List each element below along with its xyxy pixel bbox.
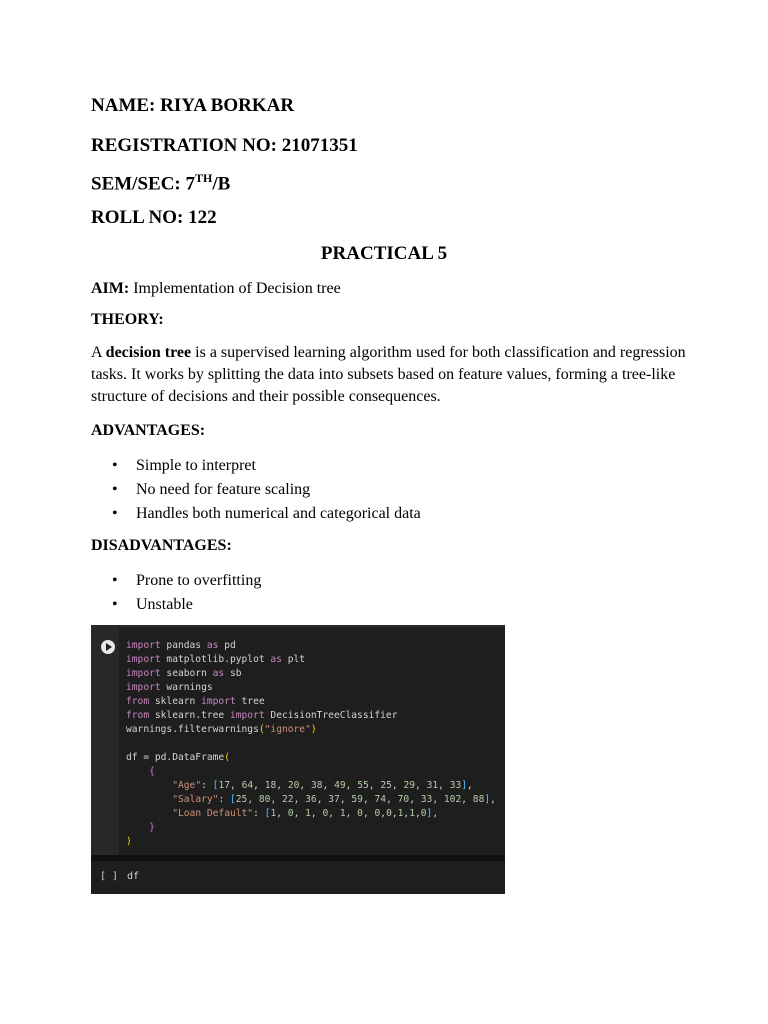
code-editor[interactable] xyxy=(126,639,496,849)
registration-label: REGISTRATION NO: xyxy=(91,135,277,156)
list-item xyxy=(112,455,421,479)
aim-line xyxy=(91,278,691,300)
bullet-icon: • xyxy=(112,505,118,522)
code-line: import pandas as pd xyxy=(126,640,236,651)
aim-label: AIM: xyxy=(91,280,130,297)
theory-heading: THEORY: xyxy=(91,311,164,328)
advantages-heading: ADVANTAGES: xyxy=(91,422,206,439)
code-line: } xyxy=(149,822,155,833)
theory-term: decision tree xyxy=(105,344,192,361)
list-item xyxy=(112,570,261,594)
name-value: RIYA BORKAR xyxy=(160,95,295,116)
code-line: from sklearn import tree xyxy=(126,696,265,707)
code-line: from sklearn.tree import DecisionTreeClassifier xyxy=(126,710,398,721)
cell-code: df xyxy=(127,871,140,882)
list-item-text: Simple to interpret xyxy=(136,457,256,474)
bullet-icon: • xyxy=(112,457,118,474)
list-item xyxy=(112,479,421,503)
code-line: import seaborn as sb xyxy=(126,668,242,679)
theory-body: is a supervised learning algorithm used for both classification and regression tasks. It works by splitting the data into subsets based on feature values, forming a tree-like structure of decisions and their possible consequences. xyxy=(91,344,686,405)
list-item-text: No need for feature scaling xyxy=(136,481,311,498)
sem-number: 7 xyxy=(185,173,195,195)
run-brackets[interactable]: [ ] xyxy=(100,871,119,882)
name-label: NAME: xyxy=(91,95,156,116)
disadvantages-heading: DISADVANTAGES: xyxy=(91,537,232,554)
name-line xyxy=(91,95,294,117)
list-item-text: Unstable xyxy=(136,596,193,613)
advantages-list xyxy=(112,455,421,527)
disadvantages-list xyxy=(112,570,261,618)
sem-label: SEM/SEC: xyxy=(91,173,181,195)
code-line: "Loan Default": [1, 0, 1, 0, 1, 0, 0,0,1,1,0], xyxy=(172,808,439,819)
bullet-icon: • xyxy=(112,572,118,589)
list-item xyxy=(112,503,421,527)
code-line: "Age": [17, 64, 18, 20, 38, 49, 55, 25, 29, 31, 33], xyxy=(172,780,473,791)
bullet-icon: • xyxy=(112,481,118,498)
list-item xyxy=(112,594,261,618)
registration-value: 21071351 xyxy=(281,135,358,156)
roll-label: ROLL NO: xyxy=(91,207,184,228)
play-circle-icon[interactable] xyxy=(101,640,115,654)
code-line: import warnings xyxy=(126,682,213,693)
code-cell-df[interactable] xyxy=(91,861,505,894)
code-line: { xyxy=(149,766,155,777)
sem-superscript: TH xyxy=(195,171,213,185)
code-line: ) xyxy=(126,836,132,847)
code-line: warnings.filterwarnings("ignore") xyxy=(126,724,317,735)
code-screenshot xyxy=(91,625,505,894)
code-line: df = pd.DataFrame( xyxy=(126,752,230,763)
roll-line xyxy=(91,207,217,229)
cell-gutter xyxy=(91,627,119,857)
list-item-text: Handles both numerical and categorical data xyxy=(136,505,421,522)
code-cell xyxy=(91,625,505,857)
list-item-text: Prone to overfitting xyxy=(136,572,262,589)
theory-paragraph xyxy=(91,342,691,408)
sem-sec-line xyxy=(91,171,230,195)
code-line: "Salary": [25, 80, 22, 36, 37, 59, 74, 70, 33, 102, 88], xyxy=(172,794,496,805)
code-line: import matplotlib.pyplot as plt xyxy=(126,654,306,665)
bullet-icon: • xyxy=(112,596,118,613)
theory-pre: A xyxy=(91,344,106,361)
sem-section: /B xyxy=(212,173,231,195)
roll-value: 122 xyxy=(188,207,217,228)
registration-line xyxy=(91,135,358,157)
page-title: PRACTICAL 5 xyxy=(320,243,448,264)
aim-text: Implementation of Decision tree xyxy=(133,280,341,297)
